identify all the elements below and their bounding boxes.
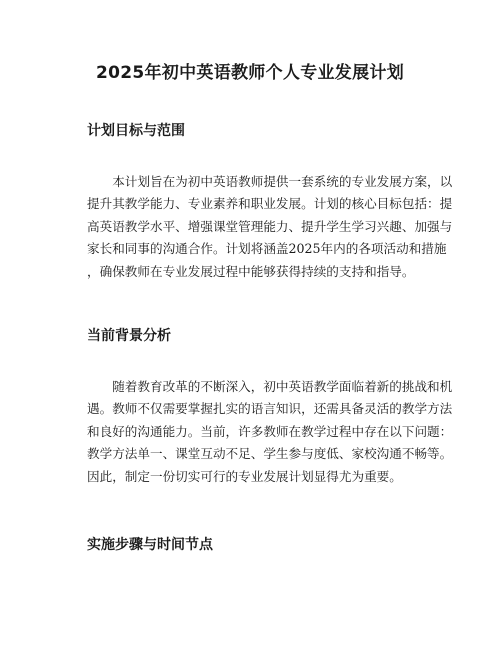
- paragraph-line: 教学方法单一、课堂互动不足、学生参与度低、家校沟通不畅等。: [87, 446, 453, 462]
- paragraph-line: ，确保教师在专业发展过程中能够获得持续的支持和指导。: [87, 263, 415, 279]
- paragraph-line: 和良好的沟通能力。当前，许多教师在教学过程中存在以下问题：: [87, 423, 453, 439]
- paragraph-line: 遇。教师不仅需要掌握扎实的语言知识，还需具备灵活的教学方法: [87, 401, 453, 417]
- document-title: 2025年初中英语教师个人专业发展计划: [95, 63, 404, 83]
- paragraph-line: 本计划旨在为初中英语教师提供一套系统的专业发展方案，以: [87, 174, 453, 189]
- section-heading-goals: 计划目标与范围: [87, 123, 185, 139]
- paragraph-line: 随着教育改革的不断深入，初中英语教学面临着新的挑战和机: [87, 379, 453, 394]
- paragraph-line: 家长和同事的沟通合作。计划将涵盖2025年内的各项活动和措施: [87, 241, 447, 257]
- paragraph-line: 高英语教学水平、增强课堂管理能力、提升学生学习兴趣、加强与: [87, 218, 453, 234]
- paragraph-line: 因此，制定一份切实可行的专业发展计划显得尤为重要。: [87, 468, 402, 484]
- section-heading-implementation: 实施步骤与时间节点: [87, 537, 213, 553]
- paragraph-line: 提升其教学能力、专业素养和职业发展。计划的核心目标包括：提: [87, 196, 453, 212]
- section-paragraph-background: [87, 376, 453, 488]
- section-paragraph-goals: [87, 171, 453, 283]
- section-heading-background: 当前背景分析: [87, 328, 171, 344]
